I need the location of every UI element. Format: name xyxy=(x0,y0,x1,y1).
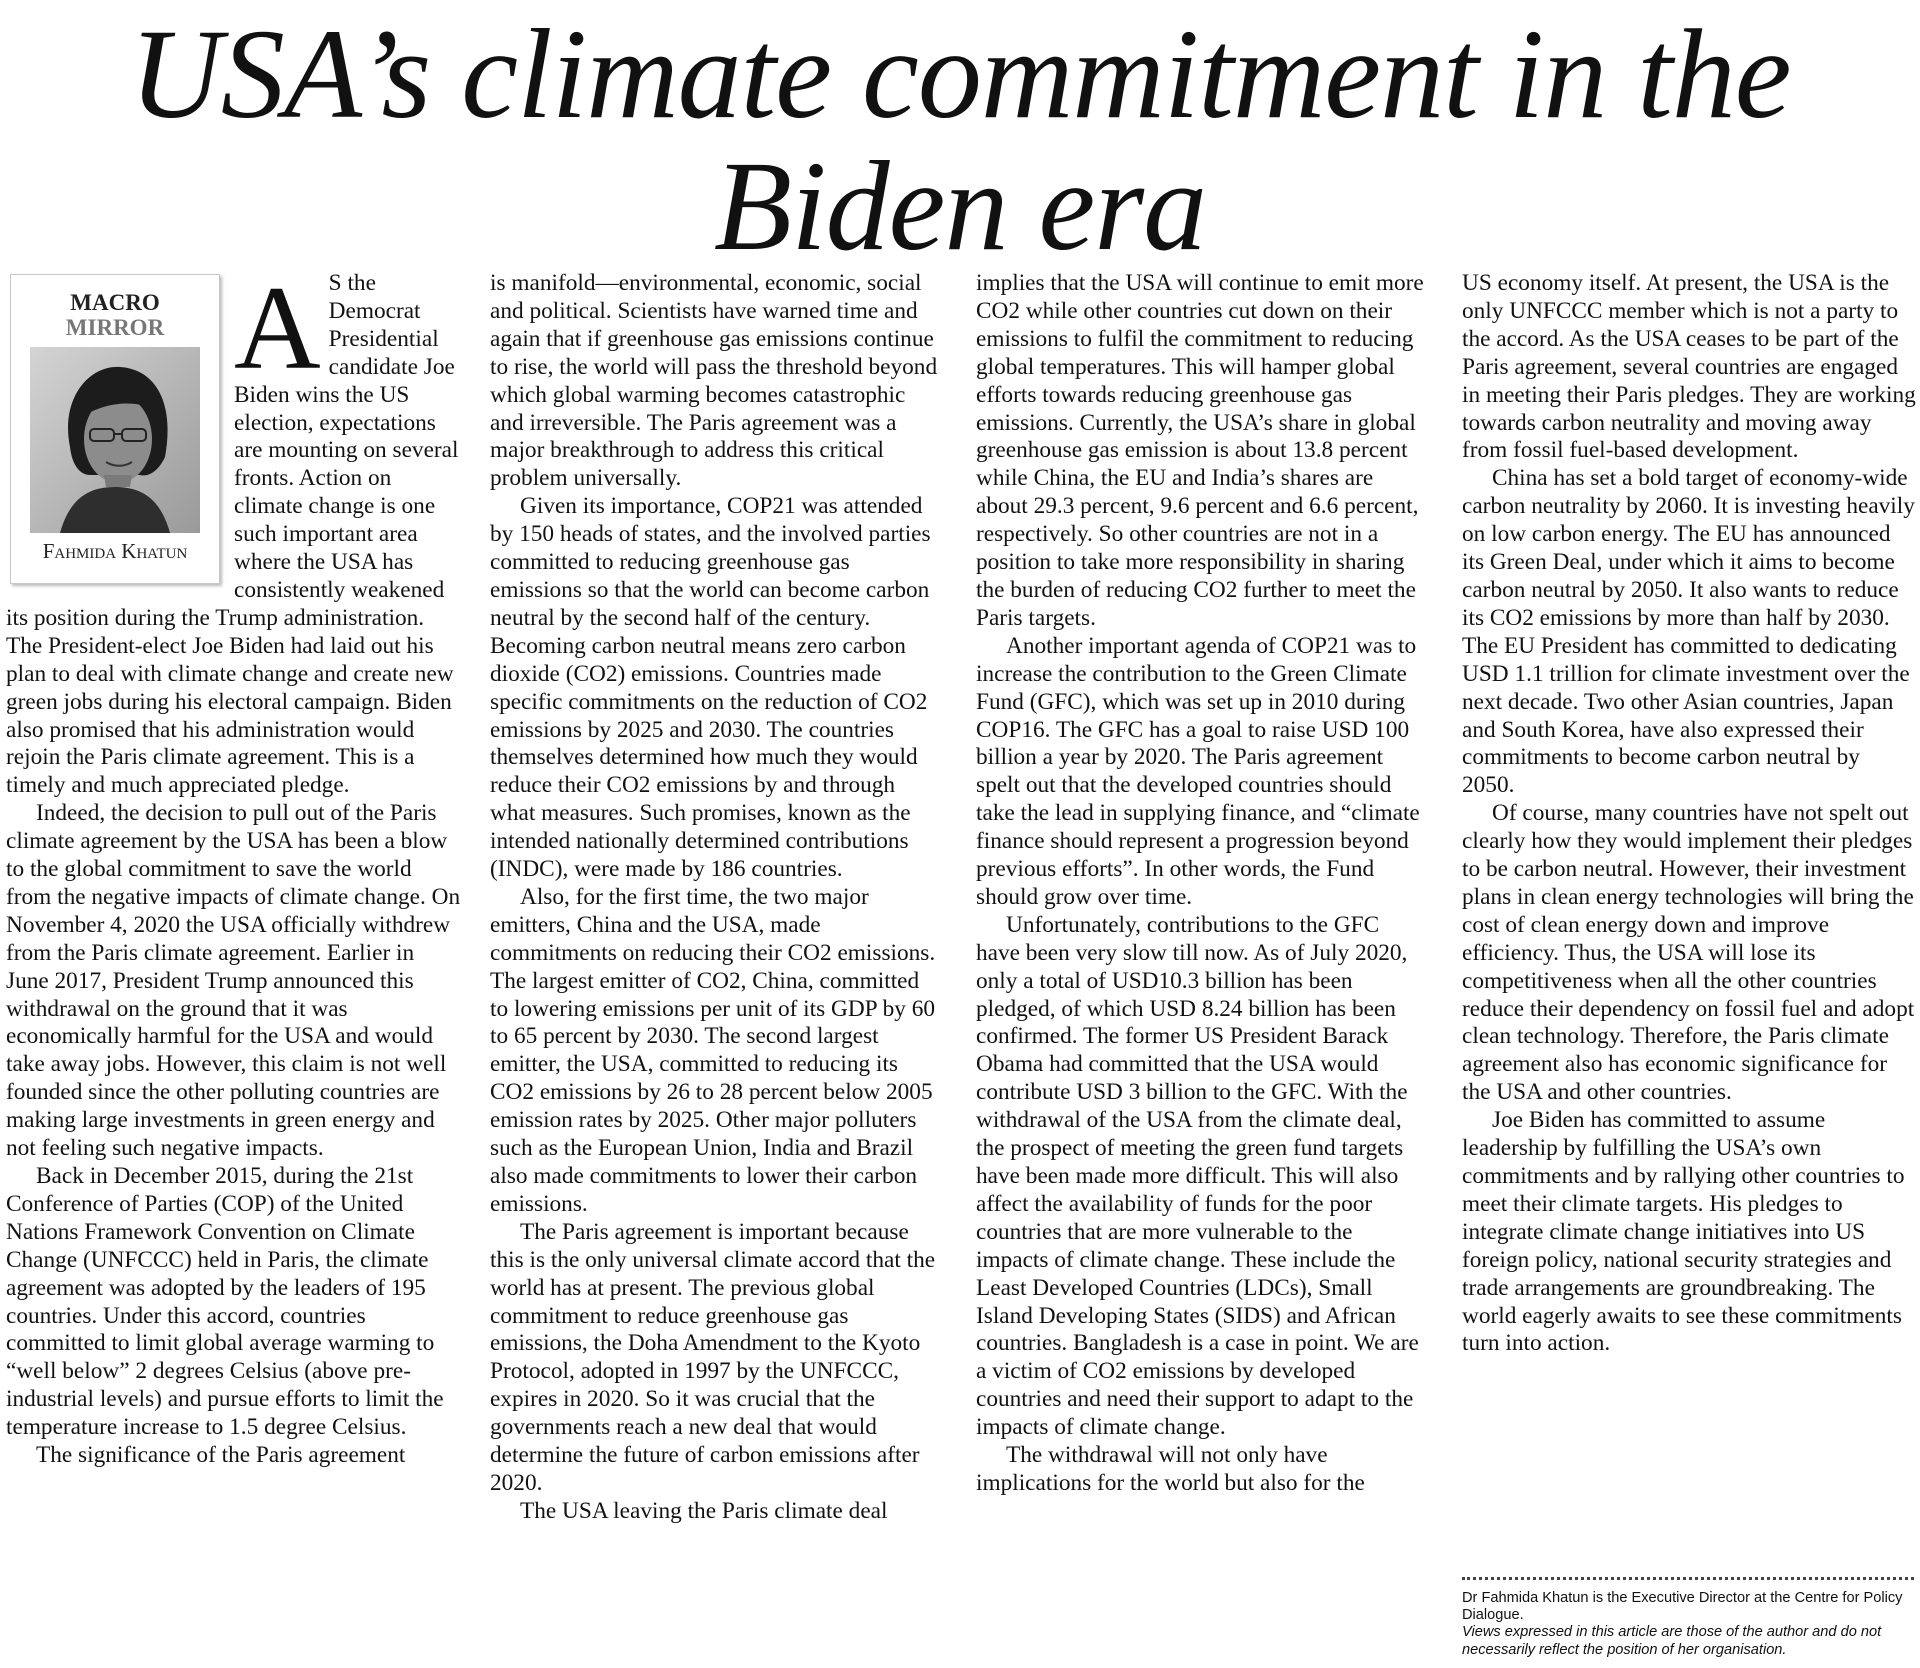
paragraph: Unfortunately, contributions to the GFC have been very slow till now. As of July 2020, only a total of USD10.3 billion has been pledged, of which USD 8.24 billion has been confirmed. The former US President Barack Obama had committed that the USA would contribute USD 3 billion to the GFC. With the withdrawal of the USA from the climate deal, the prospect of meeting the green fund targets have been made more difficult. This will also affect the availability of funds for the poor countries that are more vulnerable to the impacts of climate change. These include the Least Developed Countries (LDCs), Small Island Developing States (SIDS) and African countries. Bangladesh is a case in point. We are a victim of CO2 emissions by developed countries and need their support to adapt to the impacts of climate change. xyxy=(976,911,1419,1441)
article-column-1 xyxy=(6,270,462,1665)
paragraph: The significance of the Paris agreement xyxy=(36,1442,406,1469)
column-kicker-mirror: MIRROR xyxy=(65,315,165,340)
paragraph: China has set a bold target of economy-wide carbon neutrality by 2060. It is investing heavily on low carbon energy. The EU has announced its Green Deal, under which it aims to become carbon neutral by 2050. It also wants to reduce its CO2 emissions by more than half by 2030. The EU President has committed to dedicating USD 1.1 trillion for climate investment over the next decade. Two other Asian countries, Japan and South Korea, have also expressed their commitments to become carbon neutral by 2050. xyxy=(1462,465,1915,799)
footnote-divider xyxy=(1462,1577,1914,1580)
drop-cap: A xyxy=(234,270,321,394)
paragraph: S the Democrat Presidential candidate Joe Biden wins the US election, expectations are mounting on several fronts. Action on climate change is one such important area where the USA has consistently weakened its position during the Trump administration. The President-elect Joe Biden had laid out his plan to deal with climate change and create new green jobs during his electoral campaign. Biden also promised that his administration would rejoin the Paris climate agreement. This is a timely and much appreciated pledge. xyxy=(6,270,459,799)
paragraph: Of course, many countries have not spelt out clearly how they would implement their pledges to be carbon neutral. However, their investment plans in clean energy technologies will bring the cost of clean energy down and improve efficiency. Thus, the USA will lose its competitiveness when all the other countries reduce their dependency on fossil fuel and adopt clean technology. Therefore, the Paris climate agreement also has economic significance for the USA and other countries. xyxy=(1462,800,1915,1106)
author-bio: Dr Fahmida Khatun is the Executive Director at the Centre for Policy Dialogue. xyxy=(1462,1590,1903,1624)
headline: USA’s climate commitment in the Biden era xyxy=(129,3,1791,277)
author-footnote xyxy=(1462,1590,1916,1659)
paragraph: Also, for the first time, the two major emitters, China and the USA, made commitments on reducing their CO2 emissions. The largest emitter of CO2, China, committed to lowering emissions per unit of its GDP by 60 to 65 percent by 2030. The second largest emitter, the USA, committed to reducing its CO2 emissions by 26 to 28 percent below 2005 emission rates by 2025. Other major polluters such as the European Union, India and Brazil also made commitments to lower their carbon emissions. xyxy=(490,883,936,1217)
column-kicker-macro: MACRO xyxy=(70,290,160,315)
paragraph: The USA leaving the Paris climate deal xyxy=(520,1497,888,1524)
article-column-3 xyxy=(976,270,1428,1665)
author-photo xyxy=(30,347,200,533)
paragraph: implies that the USA will continue to emit more CO2 while other countries cut down on their emissions to fulfil the commitment to reducing global temperatures. This will hamper global efforts towards reducing greenhouse gas emissions. Currently, the USA’s share in global greenhouse gas emission is about 13.8 percent while China, the EU and India’s shares are about 29.3 percent, 9.6 percent and 6.6 percent, respectively. So other countries are not in a position to take more responsibility in sharing the burden of reducing CO2 further to meet the Paris targets. xyxy=(976,270,1424,631)
author-byline: Fahmida Khatun xyxy=(42,539,188,563)
article-column-2 xyxy=(490,270,942,1665)
paragraph: Joe Biden has committed to assume leadership by fulfilling the USA’s own commitments and by rallying other countries to meet their climate targets. His pledges to integrate climate change initiatives into US foreign policy, national security strategies and trade arrangements are groundbreaking. The world eagerly awaits to see these commitments turn into action. xyxy=(1462,1107,1905,1357)
disclaimer: Views expressed in this article are those of the author and do not necessarily reflect the position of her organisation. xyxy=(1462,1624,1882,1658)
paragraph: Given its importance, COP21 was attended by 150 heads of states, and the involved parties committed to reducing greenhouse gas emissions so that the world can become carbon neutral by the second half of the century. Becoming carbon neutral means zero carbon dioxide (CO2) emissions. Countries made specific commitments on the reduction of CO2 emissions by 2025 and 2030. The countries themselves determined how much they would reduce their CO2 emissions by and through what measures. Such promises, known as the intended nationally determined contributions (INDC), were made by 186 countries. xyxy=(490,493,931,883)
paragraph: is manifold—environmental, economic, social and political. Scientists have warned time and again that if greenhouse gas emissions continue to rise, the world will pass the threshold beyond which global warming becomes catastrophic and irreversible. The Paris agreement was a major breakthrough to address this critical problem universally. xyxy=(490,270,938,492)
paragraph: Another important agenda of COP21 was to increase the contribution to the Green Climate Fund (GFC), which was set up in 2010 during COP16. The GFC has a goal to raise USD 100 billion a year by 2020. The Paris agreement spelt out that the developed countries should take the lead in supplying finance, and “climate finance should represent a progression beyond previous efforts”. In other words, the Fund should grow over time. xyxy=(976,632,1420,910)
paragraph: Back in December 2015, during the 21st Conference of Parties (COP) of the United Nations Framework Convention on Climate Change (UNFCCC) held in Paris, the climate agreement was adopted by the leaders of 195 countries. Under this accord, countries committed to limit global average warming to “well below” 2 degrees Celsius (above pre-industrial levels) and pursue efforts to limit the temperature increase to 1.5 degree Celsius. xyxy=(6,1163,444,1441)
paragraph: The withdrawal will not only have implications for the world but also for the xyxy=(976,1442,1365,1496)
column-logo-box xyxy=(10,274,220,584)
paragraph: US economy itself. At present, the USA is the only UNFCCC member which is not a party to the accord. As the USA ceases to be part of the Paris agreement, several countries are engaged in meeting their Paris pledges. They are working towards carbon neutrality and moving away from fossil fuel-based development. xyxy=(1462,270,1916,464)
article-column-4 xyxy=(1462,270,1916,1570)
paragraph: Indeed, the decision to pull out of the Paris climate agreement by the USA has been a blow to the global commitment to save the world from the negative impacts of climate change. On November 4, 2020 the USA officially withdrew from the Paris climate agreement. Earlier in June 2017, President Trump announced this withdrawal on the ground that it was economically harmful for the USA and would take away jobs. However, this claim is not well founded since the other polluting countries are making large investments in green energy and not feeling such negative impacts. xyxy=(6,800,461,1162)
paragraph: The Paris agreement is important because this is the only universal climate accord that the world has at present. The previous global commitment to reduce greenhouse gas emissions, the Doha Amendment to the Kyoto Protocol, adopted in 1997 by the UNFCCC, expires in 2020. So it was crucial that the governments reach a new deal that would determine the future of carbon emissions after 2020. xyxy=(490,1218,936,1496)
